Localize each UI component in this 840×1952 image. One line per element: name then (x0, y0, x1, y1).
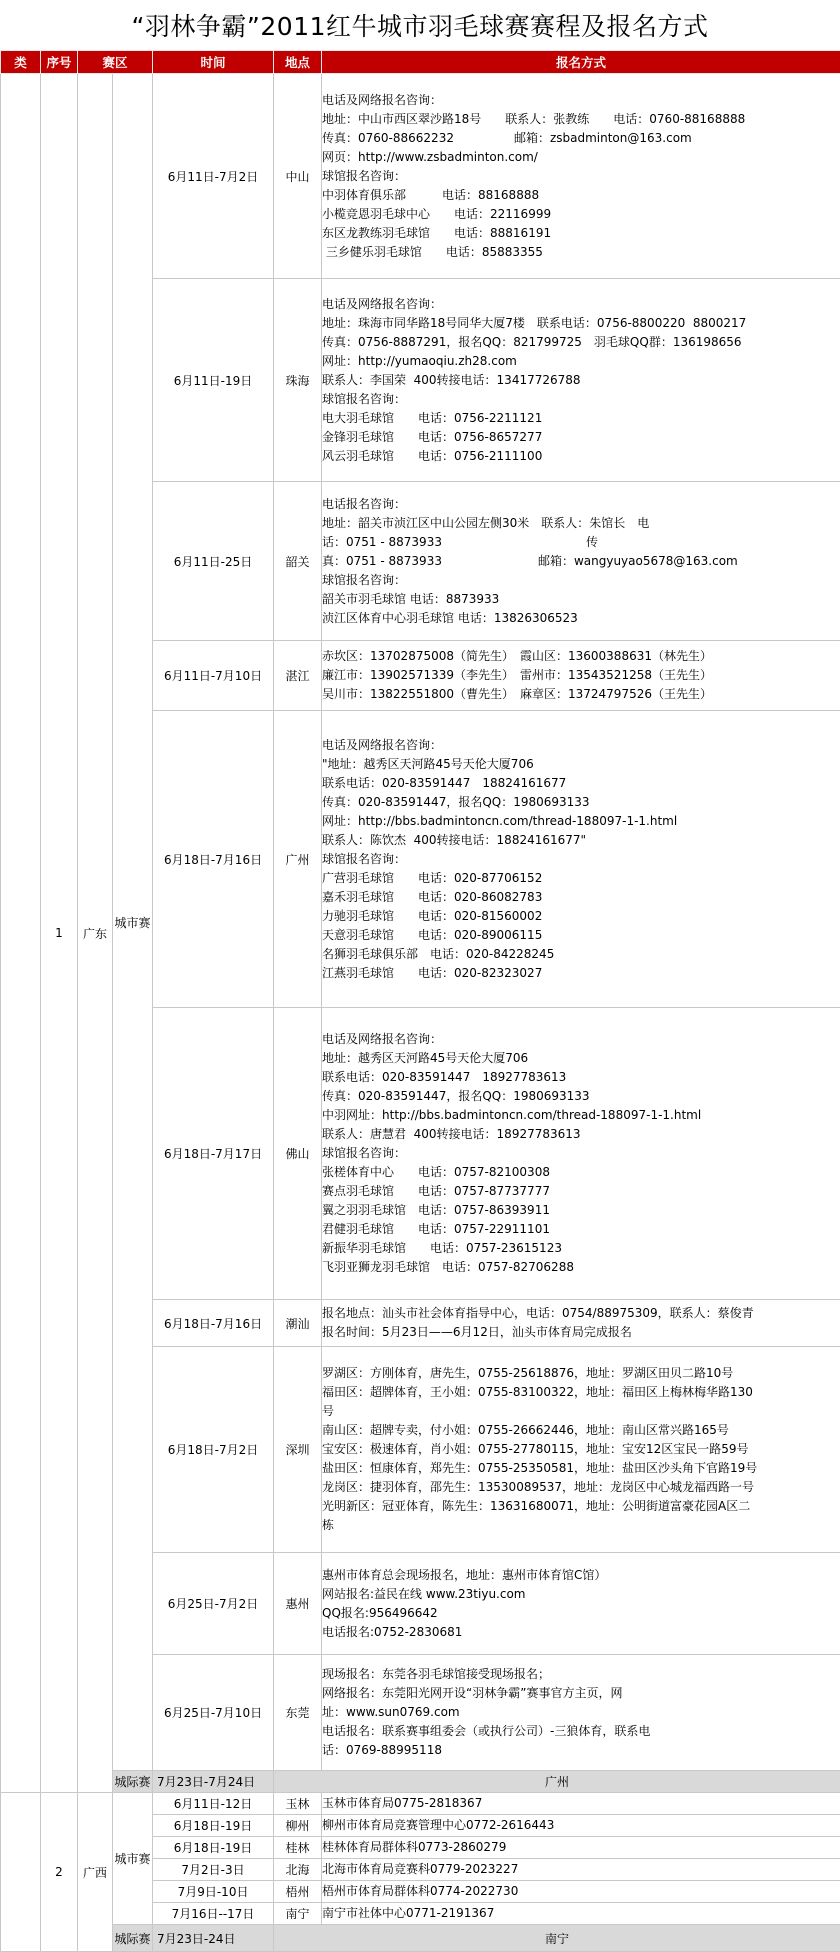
registration-line: 赤坎区：13702875008（简先生） 霞山区：13600388631（林先生） (322, 647, 840, 666)
event-time: 6月11日-25日 (153, 482, 274, 641)
header-place: 地点 (274, 51, 322, 74)
header-number: 序号 (41, 51, 78, 74)
event-place: 佛山 (274, 1008, 322, 1300)
event-time: 6月25日-7月2日 (153, 1553, 274, 1655)
registration-line: 球馆报名咨询： (322, 390, 840, 409)
registration-line: 江燕羽毛球馆 电话：020-82323027 (322, 964, 840, 983)
event-time: 6月18日-19日 (153, 1815, 274, 1837)
registration-line: 三乡健乐羽毛球馆 电话：85883355 (322, 243, 840, 262)
region-province: 广西 (78, 1793, 113, 1952)
event-place: 潮汕 (274, 1300, 322, 1347)
registration-line: 联系人：唐慧君 400转接电话：18927783613 (322, 1125, 840, 1144)
event-time: 6月11日-7月10日 (153, 641, 274, 711)
event-place: 玉林 (274, 1793, 322, 1815)
registration-line: 网页：http://www.zsbadminton.com/ (322, 148, 840, 167)
event-place: 深圳 (274, 1347, 322, 1553)
event-place: 梧州 (274, 1881, 322, 1903)
inter-city-row (1, 1771, 840, 1793)
stage-inter-label: 城际赛 (113, 1925, 153, 1952)
event-place: 中山 (274, 74, 322, 279)
registration-line: 廉江市：13902571339（李先生） 雷州市：13543521258（王先生） (322, 666, 840, 685)
registration-line: 桂林体育局群体科0773-2860279 (322, 1838, 840, 1857)
registration-info (322, 711, 840, 1008)
registration-line: "地址：越秀区天河路45号天伦大厦706 (322, 755, 840, 774)
registration-line: 联系人：陈饮杰 400转接电话：18824161677" (322, 831, 840, 850)
region-number: 1 (41, 74, 78, 1793)
schedule-table (0, 50, 840, 1952)
schedule-row (1, 74, 840, 279)
registration-line: 网站报名:益民在线 www.23tiyu.com (322, 1585, 840, 1604)
registration-info (322, 1347, 840, 1553)
registration-line: QQ报名:956496642 (322, 1604, 840, 1623)
registration-info (322, 641, 840, 711)
registration-line: 翼之羽羽毛球馆 电话：0757-86393911 (322, 1201, 840, 1220)
category-cell (1, 1793, 41, 1952)
registration-line: 球馆报名咨询： (322, 571, 840, 590)
registration-info (322, 1300, 840, 1347)
event-time: 7月16日--17日 (153, 1903, 274, 1925)
registration-line: 网址：http://yumaoqiu.zh28.com (322, 352, 840, 371)
registration-info (322, 1859, 840, 1881)
registration-line: 力驰羽毛球馆 电话：020-81560002 (322, 907, 840, 926)
registration-line: 电话报名：联系赛事组委会（或执行公司）-三狼体育，联系电 (322, 1722, 840, 1741)
registration-line: 电话报名咨询： (322, 495, 840, 514)
registration-line: 球馆报名咨询： (322, 1144, 840, 1163)
stage-city-label: 城市赛 (113, 74, 153, 1771)
event-place: 东莞 (274, 1655, 322, 1771)
registration-line: 浈江区体育中心羽毛球馆 电话：13826306523 (322, 609, 840, 628)
event-time: 6月11日-19日 (153, 279, 274, 482)
event-place: 湛江 (274, 641, 322, 711)
registration-info (322, 1881, 840, 1903)
registration-line: 地址：韶关市浈江区中山公园左侧30米 联系人：朱馆长 电 (322, 514, 840, 533)
registration-line: 址：www.sun0769.com (322, 1703, 840, 1722)
registration-line: 电大羽毛球馆 电话：0756-2211121 (322, 409, 840, 428)
event-time: 7月2日-3日 (153, 1859, 274, 1881)
registration-line: 传真：0760-88662232 邮箱：zsbadminton@163.com (322, 129, 840, 148)
registration-line: 网络报名：东莞阳光网开设“羽林争霸”赛事官方主页，网 (322, 1684, 840, 1703)
registration-info (322, 1815, 840, 1837)
event-place: 北海 (274, 1859, 322, 1881)
registration-line: 球馆报名咨询： (322, 850, 840, 869)
registration-line: 新振华羽毛球馆 电话：0757-23615123 (322, 1239, 840, 1258)
event-place: 柳州 (274, 1815, 322, 1837)
header-category: 类 (1, 51, 41, 74)
registration-line: 梧州市体育局群体科0774-2022730 (322, 1882, 840, 1901)
inter-time: 7月23日-24日 (153, 1925, 274, 1952)
registration-line: 话：0751 - 8873933 传 (322, 533, 840, 552)
registration-line: 张槎体育中心 电话：0757-82100308 (322, 1163, 840, 1182)
registration-line: 联系人：李国荣 400转接电话：13417726788 (322, 371, 840, 390)
registration-line: 龙岗区：捷羽体育，邵先生：13530089537，地址：龙岗区中心城龙福西路一号 (322, 1478, 840, 1497)
registration-line: 柳州市体育局竞赛管理中心0772-2616443 (322, 1816, 840, 1835)
region-number: 2 (41, 1793, 78, 1952)
event-place: 桂林 (274, 1837, 322, 1859)
inter-time: 7月23日-7月24日 (153, 1771, 274, 1793)
registration-info (322, 1793, 840, 1815)
registration-line: 中羽体育俱乐部 电话：88168888 (322, 186, 840, 205)
registration-info (322, 1837, 840, 1859)
registration-line: 栋 (322, 1516, 840, 1535)
header-registration: 报名方式 (322, 51, 840, 74)
inter-city-row (1, 1925, 840, 1952)
stage-inter-label: 城际赛 (113, 1771, 153, 1793)
event-time: 6月25日-7月10日 (153, 1655, 274, 1771)
registration-line: 地址：珠海市同华路18号同华大厦7楼 联系电话：0756-8800220 8800217 (322, 314, 840, 333)
registration-line: 盐田区：恒康体育，郑先生：0755-25350581，地址：盐田区沙头角下官路19号 (322, 1459, 840, 1478)
registration-info (322, 1553, 840, 1655)
registration-line: 号 (322, 1402, 840, 1421)
registration-info (322, 482, 840, 641)
registration-info (322, 74, 840, 279)
registration-line: 传真：020-83591447，报名QQ：1980693133 (322, 793, 840, 812)
registration-line: 南宁市社体中心0771-2191367 (322, 1904, 840, 1923)
event-time: 6月18日-7月17日 (153, 1008, 274, 1300)
registration-line: 罗湖区：方刚体育，唐先生，0755-25618876，地址：罗湖区田贝二路10号 (322, 1364, 840, 1383)
inter-place: 广州 (274, 1771, 840, 1793)
registration-line: 电话及网络报名咨询： (322, 91, 840, 110)
registration-line: 天意羽毛球馆 电话：020-89006115 (322, 926, 840, 945)
event-time: 7月9日-10日 (153, 1881, 274, 1903)
registration-line: 传真：020-83591447，报名QQ：1980693133 (322, 1087, 840, 1106)
registration-line: 光明新区：冠亚体育，陈先生：13631680071，地址：公明街道富豪花园A区二 (322, 1497, 840, 1516)
event-place: 韶关 (274, 482, 322, 641)
registration-line: 小榄竞恩羽毛球中心 电话：22116999 (322, 205, 840, 224)
registration-line: 玉林市体育局0775-2818367 (322, 1794, 840, 1813)
registration-line: 北海市体育局竞赛科0779-2023227 (322, 1860, 840, 1879)
registration-line: 名狮羽毛球俱乐部 电话：020-84228245 (322, 945, 840, 964)
registration-line: 真：0751 - 8873933 邮箱：wangyuyao5678@163.com (322, 552, 840, 571)
registration-line: 传真：0756-8887291，报名QQ：821799725 羽毛球QQ群：136198656 (322, 333, 840, 352)
registration-line: 飞羽亚狮龙羽毛球馆 电话：0757-82706288 (322, 1258, 840, 1277)
registration-line: 福田区：超牌体育，王小姐：0755-83100322，地址：福田区上梅林梅华路130 (322, 1383, 840, 1402)
registration-info (322, 1903, 840, 1925)
registration-line: 宝安区：极速体育，肖小姐：0755-27780115，地址：宝安12区宝民一路59号 (322, 1440, 840, 1459)
registration-info (322, 279, 840, 482)
category-cell (1, 74, 41, 1793)
registration-line: 球馆报名咨询： (322, 167, 840, 186)
registration-line: 中羽网址：http://bbs.badmintoncn.com/thread-188097-1-1.html (322, 1106, 840, 1125)
registration-line: 电话及网络报名咨询： (322, 736, 840, 755)
registration-line: 报名时间：5月23日——6月12日，汕头市体育局完成报名 (322, 1323, 840, 1342)
event-time: 6月11日-7月2日 (153, 74, 274, 279)
inter-place: 南宁 (274, 1925, 840, 1952)
registration-line: 嘉禾羽毛球馆 电话：020-86082783 (322, 888, 840, 907)
registration-line: 赛点羽毛球馆 电话：0757-87737777 (322, 1182, 840, 1201)
registration-line: 地址：越秀区天河路45号天伦大厦706 (322, 1049, 840, 1068)
registration-line: 惠州市体育总会现场报名，地址：惠州市体育馆C馆） (322, 1566, 840, 1585)
registration-line: 联系电话：020-83591447 18824161677 (322, 774, 840, 793)
registration-line: 网址：http://bbs.badmintoncn.com/thread-188097-1-1.html (322, 812, 840, 831)
event-time: 6月11日-12日 (153, 1793, 274, 1815)
stage-city-label: 城市赛 (113, 1793, 153, 1925)
registration-line: 报名地点：汕头市社会体育指导中心，电话：0754/88975309，联系人：蔡俊青 (322, 1304, 840, 1323)
registration-line: 电话及网络报名咨询： (322, 295, 840, 314)
registration-line: 东区龙教练羽毛球馆 电话：88816191 (322, 224, 840, 243)
header-row (1, 51, 840, 74)
registration-line: 金锋羽毛球馆 电话：0756-8657277 (322, 428, 840, 447)
registration-info (322, 1008, 840, 1300)
region-province: 广东 (78, 74, 113, 1793)
registration-line: 风云羽毛球馆 电话：0756-2111100 (322, 447, 840, 466)
event-time: 6月18日-7月2日 (153, 1347, 274, 1553)
registration-line: 广营羽毛球馆 电话：020-87706152 (322, 869, 840, 888)
event-place: 惠州 (274, 1553, 322, 1655)
event-time: 6月18日-7月16日 (153, 711, 274, 1008)
header-division: 赛区 (78, 51, 153, 74)
registration-line: 电话及网络报名咨询： (322, 1030, 840, 1049)
registration-line: 地址：中山市西区翠沙路18号 联系人：张教练 电话：0760-88168888 (322, 110, 840, 129)
registration-line: 电话报名:0752-2830681 (322, 1623, 840, 1642)
header-time: 时间 (153, 51, 274, 74)
event-place: 南宁 (274, 1903, 322, 1925)
registration-line: 韶关市羽毛球馆 电话：8873933 (322, 590, 840, 609)
event-time: 6月18日-19日 (153, 1837, 274, 1859)
registration-line: 现场报名：东莞各羽毛球馆接受现场报名； (322, 1665, 840, 1684)
registration-line: 吴川市：13822551800（曹先生） 麻章区：13724797526（王先生） (322, 685, 840, 704)
event-place: 珠海 (274, 279, 322, 482)
registration-line: 话：0769-88995118 (322, 1741, 840, 1760)
registration-line: 君健羽毛球馆 电话：0757-22911101 (322, 1220, 840, 1239)
event-place: 广州 (274, 711, 322, 1008)
registration-line: 南山区：超牌专卖，付小姐：0755-26662446，地址：南山区常兴路165号 (322, 1421, 840, 1440)
schedule-row (1, 1793, 840, 1815)
event-time: 6月18日-7月16日 (153, 1300, 274, 1347)
page-title: “羽林争霸”2011红牛城市羽毛球赛赛程及报名方式 (0, 0, 840, 50)
registration-line: 联系电话：020-83591447 18927783613 (322, 1068, 840, 1087)
registration-info (322, 1655, 840, 1771)
